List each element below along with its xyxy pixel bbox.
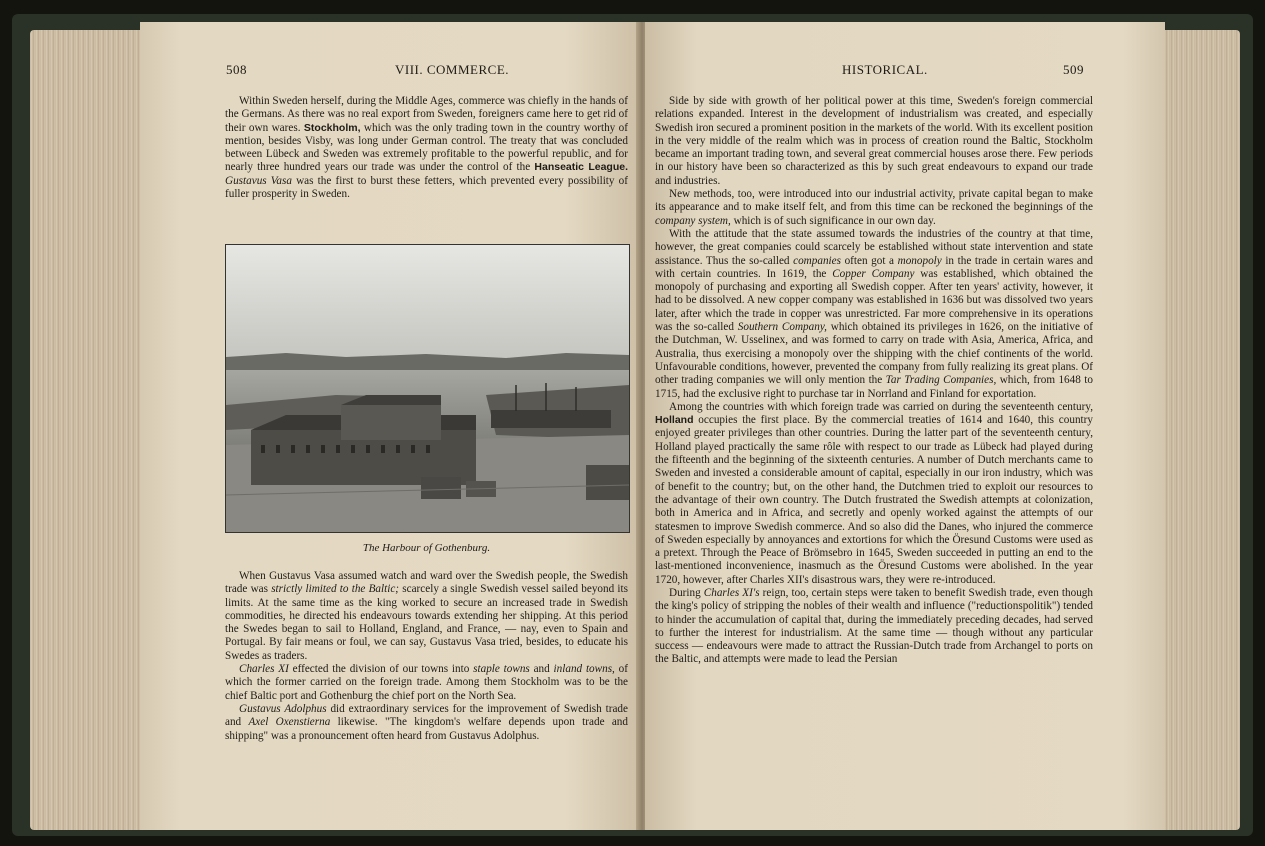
left-page-edges (30, 30, 148, 830)
right-page (645, 22, 1165, 830)
left-running-head: VIII. COMMERCE. (395, 62, 510, 77)
paragraph: Among the countries with which foreign trade was carried on during the seventeenth century, Holland occupies the first place. By the commercial treaties of 1614 and 1640, this country enjoyed greater privileges than other countries. During the latter part of the seventeenth century, Holland played practically the same rôle with respect to our trade as Lübeck had played during the fifteenth and the beginning of the sixteenth centuries. A number of Dutch merchants came to Sweden and invested a considerable amount of capital, especially in our iron industry, which was of benefit to the country; but, on the other hand, the Dutchmen tried to exploit our resources to the advantage of their own country. The Dutch frustrated the Swedish attempts at colonization, both in America and in Africa, and secretly and openly worked against the attempts of our statesmen to improve Swedish commerce. And so also did the Danes, who injured the commerce of Sweden especially by annoyances and extortions for which the Öresund Customs were used as a pretext. Through the Peace of Brömsebro in 1645, Sweden succeeded in putting an end to the last-mentioned inconvenience, inasmuch as the Öresund Customs were abolished. In the year 1720, however, after Charles XII's disastrous wars, they were re-introduced. (655, 400, 1093, 586)
paragraph: With the attitude that the state assumed towards the industries of the country at that time, however, the great companies could scarcely be established without state intervention and state assistance. Thus the so-called companies often got a monopoly in the trade in certain wares and with certain countries. In 1619, the Copper Company was established, which obtained the monopoly of purchasing and exporting all Swedish copper. After ten years' activity, however, it had to be dissolved. A new copper company was established in 1636 but was dissolved two years later, after which the trade in copper was unrestricted. Far more comprehensive in its operations was the so-called Southern Company, which obtained its privileges in 1626, on the initiative of the Dutchman, W. Usselinex, and was formed to carry on trade with Asia, America, Africa, and Australia, thus exercising a monopoly over the shipping with the chief continents of the world. Unfavourable conditions, however, prevented the company from fully realizing its great plans. Of other trading companies we will only mention the Tar Trading Companies, which, from 1648 to 1715, had the exclusive right to purchase tar in Norrland and Finland for exportation. (655, 227, 1093, 400)
harbour-photo (225, 244, 630, 533)
paragraph: Side by side with growth of her political power at this time, Sweden's foreign commercial relations expanded. Interest in the development of industrialism was created, and especially Swedish iron secured a prominent position in the markets of the world. With its excellent position in the very middle of the realm which was in process of creation round the Baltic, Stockholm became an important trading town, and several great commercial houses arose there. Few periods in our history have been so characterized as this by such great endeavours to expand our trade and industries. (655, 95, 1093, 187)
paragraph: During Charles XI's reign, too, certain steps were taken to benefit Swedish trade, even though the king's policy of stripping the nobles of their wealth and influence ("reductionspolitik") tended to hinder the accumulation of capital that, during the immediately preceding decades, had served to further the interest for industrialism. At the same time — though without any particular success — endeavours were made to attract the Russian-Dutch trade from Archangel to ports on the Baltic, and attempts were made to lead the Persian (655, 586, 1093, 666)
paragraph: Gustavus Adolphus did extraordinary services for the improvement of Swedish trade and Axel Oxenstierna likewise. "The kingdom's welfare depends upon trade and shipping" was a pronouncement often heard from Gustavus Adolphus. (225, 702, 628, 742)
right-text (655, 95, 1093, 667)
right-page-number: 509 (1063, 62, 1084, 77)
paragraph: New methods, too, were introduced into our industrial activity, private capital began to make its appearance and to make itself felt, and from this time can be reckoned the beginnings of the company system, which is of such significance in our own day. (655, 188, 1093, 227)
right-running-head: HISTORICAL. (842, 62, 928, 77)
right-page-edges (1160, 30, 1240, 830)
left-page-number: 508 (226, 62, 247, 77)
left-text-bottom (225, 570, 628, 743)
left-text-top (225, 95, 628, 201)
paragraph: Charles XI effected the division of our towns into staple towns and inland towns, of which the former carried on the foreign trade. Among them Stockholm was to be the chief Baltic port and Gothenburg the chief port on the North Sea. (225, 663, 628, 702)
photo-caption: The Harbour of Gothenburg. (362, 542, 491, 554)
harbour-illustration (226, 245, 629, 532)
paragraph: Within Sweden herself, during the Middle Ages, commerce was chiefly in the hands of the Germans. As there was no real export from Sweden, foreigners came here to get rid of their own wares. Stockholm, which was the only trading town in the country worthy of mention, besides Visby, was long under German control. The treaty that was concluded between Lübeck and Sweden was extremely profitable to the powerful republic, and for nearly three hundred years our trade was under the control of the Hanseatic League. Gustavus Vasa was the first to burst these fetters, which prevented every possibility of fuller prosperity in Sweden. (225, 95, 629, 201)
left-page (140, 22, 640, 830)
paragraph: When Gustavus Vasa assumed watch and ward over the Swedish people, the Swedish trade was strictly limited to the Baltic; scarcely a single Swedish vessel sailed beyond its limits. At the same time as the king worked to secure an increased trade in Swedish commodities, he directed his endeavours towards extending her shipping. At this period the Swedes began to sail to Holland, England, and France, — nay, even to Spain and Portugal. By fair means or foul, we can say, Gustavus Vasa tried, besides, to educate his Swedes as traders. (225, 570, 628, 662)
